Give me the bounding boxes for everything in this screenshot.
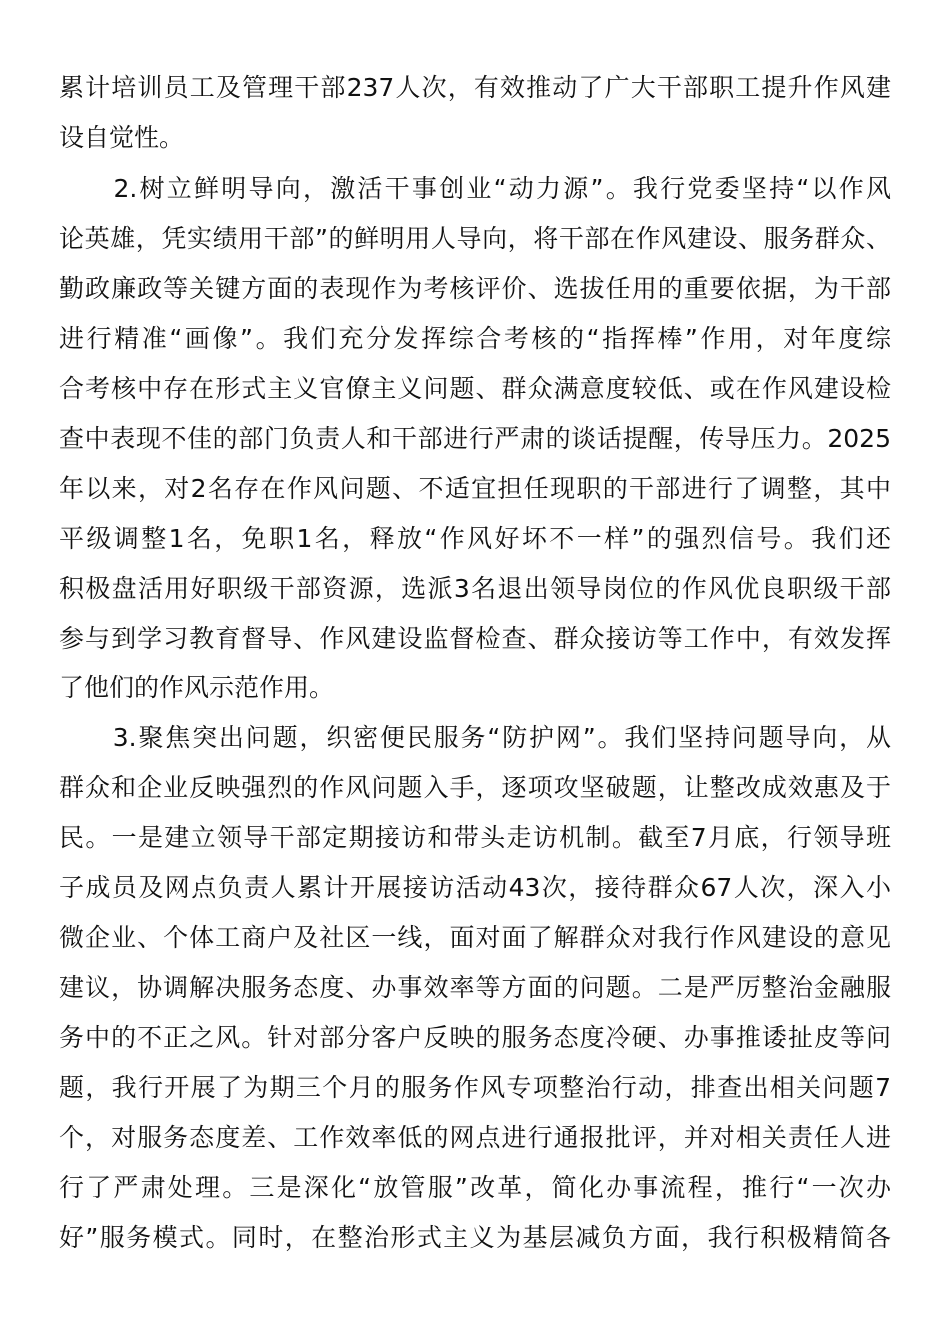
text-line: 论英雄，凭实绩用干部”的鲜明用人导向，将干部在作风建设、服务群众、	[59, 224, 891, 253]
text-line: 积极盘活用好职级干部资源，选派3名退出领导岗位的作风优良职级干部	[59, 574, 891, 603]
text-line: 题，我行开展了为期三个月的服务作风专项整治行动，排查出相关问题7	[59, 1073, 891, 1102]
text-line: 设自觉性。	[59, 123, 185, 152]
text-line: 合考核中存在形式主义官僚主义问题、群众满意度较低、或在作风建设检	[59, 374, 891, 403]
text-line: 查中表现不佳的部门负责人和干部进行严肃的谈话提醒，传导压力。2025	[59, 424, 891, 453]
text-line: 务中的不正之风。针对部分客户反映的服务态度冷硬、办事推诿扯皮等问	[59, 1023, 891, 1052]
text-line: 行了严肃处理。三是深化“放管服”改革，简化办事流程，推行“一次办	[59, 1173, 891, 1202]
text-line: 好”服务模式。同时，在整治形式主义为基层减负方面，我行积极精简各	[59, 1223, 891, 1252]
text-line: 个，对服务态度差、工作效率低的网点进行通报批评，并对相关责任人进	[59, 1123, 891, 1152]
text-line: 累计培训员工及管理干部237人次，有效推动了广大干部职工提升作风建	[59, 73, 891, 102]
text-line: 勤政廉政等关键方面的表现作为考核评价、选拔任用的重要依据，为干部	[59, 274, 891, 303]
text-line: 3.聚焦突出问题，织密便民服务“防护网”。我们坚持问题导向，从	[59, 723, 891, 752]
text-line: 群众和企业反映强烈的作风问题入手，逐项攻坚破题，让整改成效惠及于	[59, 773, 891, 802]
text-line: 微企业、个体工商户及社区一线，面对面了解群众对我行作风建设的意见	[59, 923, 891, 952]
text-line: 年以来，对2名存在作风问题、不适宜担任现职的干部进行了调整，其中	[59, 474, 891, 503]
text-line: 参与到学习教育督导、作风建设监督检查、群众接访等工作中，有效发挥	[59, 624, 891, 653]
text-line: 平级调整1名，免职1名，释放“作风好坏不一样”的强烈信号。我们还	[59, 524, 891, 553]
text-line: 了他们的作风示范作用。	[59, 673, 335, 702]
text-line: 2.树立鲜明导向，激活干事创业“动力源”。我行党委坚持“以作风	[59, 174, 891, 203]
text-line: 进行精准“画像”。我们充分发挥综合考核的“指挥棒”作用，对年度综	[59, 324, 891, 353]
text-line: 民。一是建立领导干部定期接访和带头走访机制。截至7月底，行领导班	[59, 823, 891, 852]
text-line: 建议，协调解决服务态度、办事效率等方面的问题。二是严厉整治金融服	[59, 973, 891, 1002]
text-line: 子成员及网点负责人累计开展接访活动43次，接待群众67人次，深入小	[59, 873, 891, 902]
